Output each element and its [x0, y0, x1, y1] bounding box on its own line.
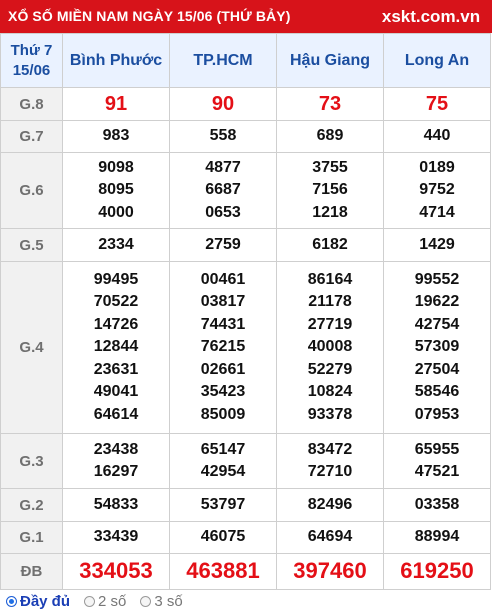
result-number: 64614 [93, 405, 139, 423]
result-cell [170, 262, 277, 434]
result-number: 42954 [200, 463, 246, 480]
result-number: 0189 [419, 158, 455, 176]
mode-full-radio[interactable] [6, 593, 70, 610]
result-cell [277, 229, 384, 262]
site-brand-link[interactable]: xskt.com.vn [370, 0, 492, 33]
result-number: 334053 [79, 558, 153, 584]
result-number: 49041 [93, 383, 139, 401]
result-cell [384, 489, 491, 522]
result-number: 40008 [307, 338, 353, 356]
result-number: 558 [209, 127, 237, 145]
result-number: 90 [211, 92, 235, 115]
province-header[interactable]: Hậu Giang [277, 34, 384, 88]
draw-date-cell [1, 34, 63, 88]
result-number: 2334 [98, 235, 134, 253]
result-cell [384, 434, 491, 489]
result-cell [170, 121, 277, 153]
results-header [0, 0, 492, 33]
result-number: 03358 [414, 495, 460, 513]
prize-label: ĐB [1, 554, 63, 590]
result-cell [63, 153, 170, 229]
result-cell [277, 434, 384, 489]
result-number: 54833 [93, 495, 139, 513]
result-number: 03817 [200, 293, 246, 311]
mode-full-label[interactable]: Đầy đủ [20, 593, 71, 610]
prize-label: G.6 [1, 153, 63, 229]
result-number: 12844 [93, 338, 139, 356]
result-number: 2759 [205, 235, 241, 253]
result-number: 73 [318, 92, 342, 115]
page-title: XỔ SỐ MIỀN NAM NGÀY 15/06 (THỨ BẢY) [8, 8, 291, 24]
prize-label: G.7 [1, 121, 63, 153]
result-cell [384, 153, 491, 229]
result-cell [63, 522, 170, 554]
result-number: 3755 [312, 158, 348, 176]
result-number: 64694 [307, 528, 353, 546]
prize-label: G.4 [1, 262, 63, 434]
result-number: 10824 [307, 383, 353, 401]
result-number: 93378 [307, 405, 353, 423]
result-cell [277, 554, 384, 590]
result-number: 9752 [419, 181, 455, 199]
result-number: 74431 [200, 315, 246, 333]
result-cell [384, 522, 491, 554]
result-cell [170, 88, 277, 121]
prize-row [1, 554, 491, 590]
result-cell [277, 489, 384, 522]
result-cell [277, 153, 384, 229]
result-number: 1218 [312, 203, 348, 221]
prize-label: G.8 [1, 88, 63, 121]
mode-3-digits-label[interactable]: 3 số [154, 593, 183, 610]
result-number: 27504 [414, 360, 460, 378]
result-number: 85009 [200, 405, 246, 423]
result-number: 440 [423, 127, 451, 145]
radio-indicator-icon[interactable] [6, 596, 17, 607]
result-number: 58546 [414, 383, 460, 401]
result-number: 0653 [205, 203, 241, 221]
digit-mode-selector [0, 589, 492, 614]
result-number: 52279 [307, 360, 353, 378]
result-cell [63, 489, 170, 522]
result-number: 14726 [93, 315, 139, 333]
prize-label: G.1 [1, 522, 63, 554]
result-cell [63, 121, 170, 153]
result-cell [277, 121, 384, 153]
result-number: 65955 [414, 440, 460, 458]
result-number: 397460 [293, 558, 367, 584]
prize-row [1, 121, 491, 153]
result-cell [277, 522, 384, 554]
prize-label: G.3 [1, 434, 63, 489]
prize-label: G.2 [1, 489, 63, 522]
radio-indicator-icon[interactable] [84, 596, 95, 607]
result-cell [63, 554, 170, 590]
result-cell [277, 262, 384, 434]
draw-date: 15/06 [12, 61, 51, 79]
result-cell [384, 88, 491, 121]
result-number: 65147 [200, 440, 246, 458]
draw-weekday: Thứ 7 [10, 41, 53, 59]
result-cell [384, 554, 491, 590]
prize-row [1, 262, 491, 434]
result-number: 99495 [93, 270, 139, 288]
result-number: 27719 [307, 315, 353, 333]
result-number: 00461 [200, 270, 246, 288]
province-header[interactable]: Long An [384, 34, 491, 88]
result-number: 02661 [200, 360, 246, 378]
result-number: 6687 [205, 181, 241, 199]
lottery-results-table [0, 33, 491, 590]
result-number: 86164 [307, 270, 353, 288]
prize-row [1, 153, 491, 229]
result-number: 70522 [93, 293, 139, 311]
result-cell [63, 262, 170, 434]
result-number: 19622 [414, 293, 460, 311]
prize-row [1, 489, 491, 522]
result-number: 21178 [308, 293, 352, 311]
result-cell [170, 522, 277, 554]
prize-row [1, 229, 491, 262]
result-cell [384, 229, 491, 262]
result-number: 689 [316, 127, 344, 145]
result-cell [170, 554, 277, 590]
result-cell [384, 121, 491, 153]
result-number: 9098 [98, 158, 134, 176]
result-number: 72710 [307, 463, 353, 480]
result-cell [277, 88, 384, 121]
result-number: 619250 [400, 558, 474, 584]
result-cell [63, 88, 170, 121]
result-cell [170, 229, 277, 262]
prize-row [1, 522, 491, 554]
result-number: 46075 [200, 528, 246, 546]
prize-row [1, 434, 491, 489]
result-number: 4877 [205, 158, 241, 176]
result-cell [170, 489, 277, 522]
result-number: 8095 [98, 181, 134, 199]
mode-3-digits-radio[interactable] [140, 593, 182, 610]
result-number: 83472 [307, 440, 353, 458]
result-number: 23631 [93, 360, 139, 378]
result-number: 23438 [93, 440, 139, 458]
result-cell [170, 434, 277, 489]
result-number: 99552 [414, 270, 460, 288]
mode-2-digits-label[interactable]: 2 số [98, 593, 127, 610]
radio-indicator-icon[interactable] [140, 596, 151, 607]
result-number: 33439 [93, 528, 139, 546]
result-number: 4000 [98, 203, 134, 221]
prize-row [1, 88, 491, 121]
result-number: 463881 [186, 558, 260, 584]
result-number: 983 [102, 127, 130, 145]
result-cell [63, 434, 170, 489]
result-number: 53797 [200, 495, 246, 513]
result-number: 16297 [93, 463, 139, 480]
result-number: 1429 [419, 235, 455, 253]
result-number: 4714 [419, 203, 455, 221]
result-number: 88994 [414, 528, 460, 546]
result-number: 57309 [414, 338, 460, 356]
result-number: 91 [104, 92, 128, 115]
result-number: 76215 [200, 338, 246, 356]
result-number: 75 [425, 92, 449, 115]
result-number: 82496 [307, 495, 353, 513]
result-number: 6182 [312, 235, 348, 253]
mode-2-digits-radio[interactable] [84, 593, 126, 610]
result-number: 42754 [414, 315, 460, 333]
result-number: 47521 [414, 463, 460, 480]
result-cell [63, 229, 170, 262]
result-number: 07953 [414, 405, 460, 423]
province-header[interactable]: Bình Phước [63, 34, 170, 88]
result-cell [170, 153, 277, 229]
result-cell [384, 262, 491, 434]
prize-label: G.5 [1, 229, 63, 262]
province-header[interactable]: TP.HCM [170, 34, 277, 88]
result-number: 35423 [200, 383, 246, 401]
result-number: 7156 [312, 181, 348, 199]
